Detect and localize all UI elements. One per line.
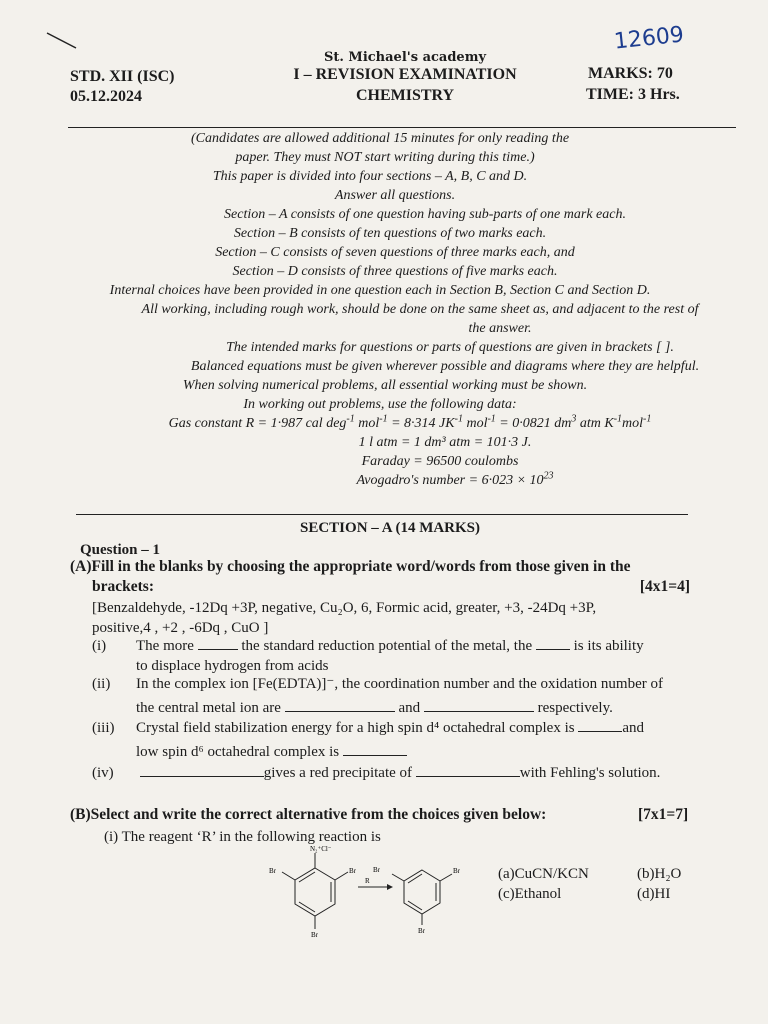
subject-title: CHEMISTRY <box>355 87 455 104</box>
part-a-heading: (A)Fill in the blanks by choosing the appropriate word/words from those given in the brackets: [4x1=4] <box>70 558 690 595</box>
answer-blank[interactable] <box>343 741 407 756</box>
instruction-line: When solving numerical problems, all essential working must be shown. <box>182 378 588 393</box>
instruction-line: The intended marks for questions or parts of questions are given in brackets [ ]. <box>226 340 674 355</box>
part-b-heading: (B)Select and write the correct alternative from the choices given below: [7x1=7] <box>70 806 689 823</box>
bromo-label: Br <box>269 867 276 875</box>
option-c[interactable]: (c)Ethanol <box>498 886 562 902</box>
instructions <box>60 129 740 490</box>
faraday-line: Faraday = 96500 coulombs <box>361 454 519 469</box>
option-a[interactable]: (a)CuCN/KCN <box>498 866 589 882</box>
exam-title: I – REVISION EXAMINATION <box>293 66 517 83</box>
section-a-heading: SECTION – A (14 MARKS) <box>300 520 481 536</box>
exam-date: 05.12.2024 <box>70 88 142 105</box>
bromo-label: Br <box>418 927 425 935</box>
answer-blank[interactable] <box>285 697 395 712</box>
reaction-diagram <box>260 843 480 943</box>
bromo-label: Br <box>349 867 356 875</box>
part-b-marks: [7x1=7] <box>638 806 689 823</box>
header-rule <box>68 127 736 128</box>
atm-line: 1 l atm = 1 dm³ atm = 101·3 J. <box>358 435 532 450</box>
handwritten-id: 12609 <box>612 22 686 55</box>
option-d[interactable]: (d)HI <box>637 886 671 902</box>
avogadro-line: Avogadro's number = $6\cdot 023 \times 10^{23}$ <box>356 470 554 488</box>
instruction-line: All working, including rough work, should be done on the same sheet as, and adjacent to the rest of <box>141 302 699 317</box>
fill-blank-q1: (i) The more the standard reduction potential of the metal, the is its ability to displace hydrogen from acids <box>92 635 742 676</box>
fill-blank-q2: (ii) In the complex ion [Fe(EDTA)]⁻, the coordination number and the oxidation number of the central metal ion are and respectively. <box>92 676 663 716</box>
answer-blank[interactable] <box>140 762 264 777</box>
answer-blank[interactable] <box>198 635 238 650</box>
pen-mark <box>44 30 84 52</box>
instruction-line: Section – D consists of three questions of five marks each. <box>232 264 558 279</box>
mcq-question-1: (i) The reagent ‘R’ in the following reaction is <box>104 829 381 845</box>
bromo-label: Br <box>453 867 460 875</box>
fill-blank-q3: (iii) Crystal field stabilization energy for a high spin d⁴ octahedral complex is and low spin d⁶ octahedral complex is <box>92 717 752 762</box>
std-label: STD. XII (ISC) <box>70 68 175 85</box>
gas-constant-line: Gas constant R = 1·987 cal deg$^{-1}$ mol$^{-1}$ = 8·314 $JK^{-1}$ mol$^{-1}$ = 0·0821 $dm^3$ atm $K^{-1}mol^{-1}$ <box>168 413 652 431</box>
bromo-label: Br <box>373 866 380 874</box>
instruction-line: (Candidates are allowed additional 15 minutes for only reading the <box>190 131 570 146</box>
answer-blank[interactable] <box>536 635 570 650</box>
instruction-line: Section – C consists of seven questions of three marks each, and <box>215 245 575 260</box>
instruction-line: In working out problems, use the following data: <box>243 397 517 412</box>
part-a-marks: [4x1=4] <box>639 578 690 595</box>
bromo-label: Br <box>311 931 318 939</box>
instruction-line: Section – B consists of ten questions of two marks each. <box>233 226 547 241</box>
question-label: Question – 1 <box>80 542 161 558</box>
answer-blank[interactable] <box>424 697 534 712</box>
instruction-line: Balanced equations must be given wherever possible and diagrams where they are helpful. <box>190 359 700 374</box>
option-b[interactable]: (b)H₂O <box>637 866 682 882</box>
instruction-line: Answer all questions. <box>334 188 456 203</box>
word-options: [Benzaldehyde, -12Dq +3P, negative, Cu₂O, 6, Formic acid, greater, +3, -24Dq +3P, positive,4 , +2 , -6Dq , CuO ] <box>92 600 597 636</box>
instruction-line: This paper is divided into four sections – A, B, C and D. <box>212 169 528 184</box>
time-label: TIME: 3 Hrs. <box>586 86 680 103</box>
school-name: St. Michael's academy <box>323 50 487 65</box>
instruction-line: Section – A consists of one question having sub-parts of one mark each. <box>224 207 626 222</box>
instruction-line: paper. They must NOT start writing during this time.) <box>235 150 535 165</box>
diazonium-label: N₂⁺Cl⁻ <box>310 845 332 853</box>
section-rule <box>76 514 688 515</box>
answer-blank[interactable] <box>578 717 622 732</box>
instruction-line: the answer. <box>468 321 532 336</box>
reagent-label: R <box>365 877 370 885</box>
answer-blank[interactable] <box>416 762 520 777</box>
fill-blank-q4: (iv) gives a red precipitate of with Fehling's solution. <box>92 762 752 783</box>
instruction-line: Internal choices have been provided in one question each in Section B, Section C and Section D. <box>109 283 651 298</box>
marks-label: MARKS: 70 <box>588 65 673 82</box>
